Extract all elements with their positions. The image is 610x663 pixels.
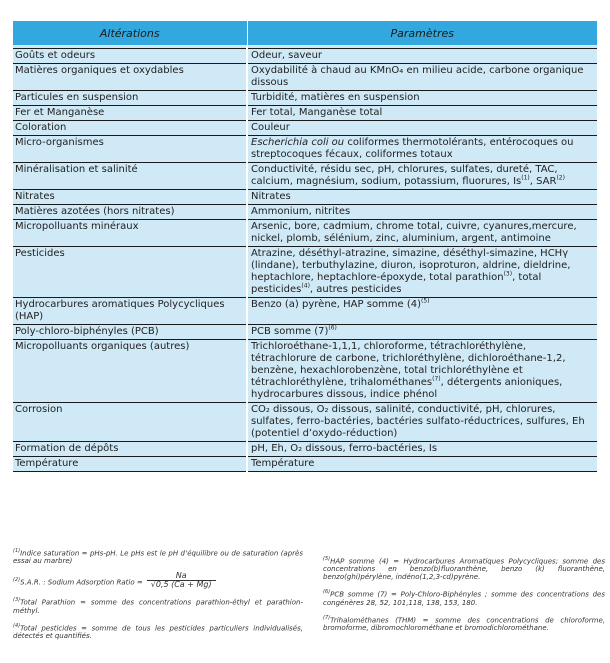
parameter-text: coliformes thermotolérants, entérocoques ou streptocoques fécaux, coliformes totaux: [251, 137, 574, 160]
footnote-ref: (2): [556, 174, 565, 182]
alteration-cell: Température: [13, 457, 247, 472]
sar-denominator: √0,5 (Ca + Mg): [147, 580, 216, 589]
footnote-mark: (1): [13, 548, 21, 554]
alteration-cell: Micropolluants minéraux: [13, 220, 247, 247]
parameter-cell: Turbidité, matières en suspension: [247, 91, 597, 106]
alteration-cell: Matières azotées (hors nitrates): [13, 205, 247, 220]
alteration-cell: Nitrates: [13, 190, 247, 205]
parameter-text: , total pesticides: [251, 272, 542, 295]
parameter-cell: [247, 325, 597, 340]
species-name-italic: Escherichia coli ou: [251, 137, 345, 148]
footnote-ref: (3): [503, 270, 513, 278]
parameter-text: Conductivité, résidu sec, pH, chlorures, sulfates, dureté, TAC, calcium, magnésium, sodium, potassium, fluorures, Is: [251, 164, 558, 187]
parameter-text: Benzo (a) pyrène, HAP somme (4): [251, 299, 422, 310]
footnote-text: S.A.R. : Sodium Adsorption Ratio =: [20, 577, 143, 586]
footnote-mark: (7): [323, 614, 331, 621]
footnote-text: Total Parathion = somme des concentrations parathion-éthyl et parathion-méthyl.: [13, 598, 303, 615]
footnote-3: [13, 596, 303, 614]
footnote-5: [323, 555, 605, 581]
parameter-text: Atrazine, déséthyl-atrazine, simazine, déséthyl-simazine, HCHγ (lindane), terbuthylazine, diuron, isoproturon, aldrine, dieldrine, heptachlore, heptachlore-époxyde, total parathion: [251, 248, 571, 283]
footnote-text: Trihalométhanes (THM) = somme des concentrations de chloroforme, bromoforme, dibromochlorométhane et bromodichlorométhane.: [323, 615, 605, 632]
parameter-cell: Arsenic, bore, cadmium, chrome total, cuivre, cyanures,mercure, nickel, plomb, sélénium, zinc, aluminium, argent, antimoine: [247, 220, 597, 247]
parameter-cell: Nitrates: [247, 190, 597, 205]
alteration-cell: Fer et Manganèse: [13, 106, 247, 121]
footnote-text: PCB somme (7) = Poly-Chloro-Biphényles ; somme des concentrations des congénères 28, 52, 101,118, 138, 153, 180.: [323, 590, 605, 607]
parameter-text: Trichloroéthane-1,1,1, chloroforme, tétrachloréthylène, tétrachlorure de carbone, trichloréthylène, dichloroéthane-1,2, benzène, hexachlorobenzène, total trichloréthylène et tétrachloréthylène, trihalométhanes: [251, 341, 566, 388]
table-row: [13, 106, 597, 121]
alteration-cell: Minéralisation et salinité: [13, 163, 247, 190]
table-row: [13, 442, 597, 457]
alteration-cell: Formation de dépôts: [13, 442, 247, 457]
table-row: [13, 457, 597, 472]
table-row: [13, 403, 597, 442]
footnotes-right-column: [323, 547, 605, 639]
table-row: [13, 340, 597, 403]
footnote-ref: (4): [301, 282, 310, 290]
alteration-cell: Matières organiques et oxydables: [13, 64, 247, 91]
alteration-cell: Goûts et odeurs: [13, 49, 247, 64]
parameter-text: PCB somme (7): [251, 326, 329, 337]
footnote-mark: (3): [13, 597, 21, 604]
footnote-text: HAP somme (4) = Hydrocarbures Aromatiques Polycycliques; somme des concentrations en benzo(b)fluoranthène, benzo (k) fluoranthène, benzo(ghi)pérylène, indéno(1,2,3-cd)pyrène.: [323, 557, 605, 582]
header-parametres: Paramètres: [247, 21, 597, 45]
footnote-6: [323, 588, 605, 606]
table-row: [13, 91, 597, 106]
alteration-cell: Coloration: [13, 121, 247, 136]
footnote-mark: (2): [13, 576, 21, 583]
alteration-cell: Corrosion: [13, 403, 247, 442]
table-row: [13, 190, 597, 205]
table-row: [13, 136, 597, 163]
parameter-cell: Fer total, Manganèse total: [247, 106, 597, 121]
table-row: [13, 121, 597, 136]
footnote-7: [323, 614, 605, 632]
parameter-cell: [247, 247, 597, 298]
parameters-table: [13, 21, 597, 472]
alteration-cell: Micropolluants organiques (autres): [13, 340, 247, 403]
parameter-cell: Odeur, saveur: [247, 49, 597, 64]
table-row: [13, 49, 597, 64]
table-row: [13, 298, 597, 325]
parameter-cell: [247, 340, 597, 403]
footnotes-left-column: [13, 547, 303, 647]
parameter-cell: Température: [247, 457, 597, 472]
table-header-row: [13, 21, 597, 45]
table-row: [13, 163, 597, 190]
footnote-mark: (4): [13, 622, 21, 629]
footnote-1: [13, 547, 303, 565]
footnote-ref: (1): [521, 174, 530, 182]
footnote-text: Indice saturation = pHs-pH. Le pHs est le pH d’équilibre ou de saturation (après essai au marbre): [13, 549, 303, 566]
parameter-cell: CO₂ dissous, O₂ dissous, salinité, conductivité, pH, chlorures, sulfates, ferro-bactéries, bactéries sulfato-réductrices, sulfures, Eh (potentiel d’oxydo-réduction): [247, 403, 597, 442]
parameter-text: , SAR: [529, 176, 557, 187]
table-row: [13, 64, 597, 91]
alteration-cell: Poly-chloro-biphényles (PCB): [13, 325, 247, 340]
parameter-text: , détergents anioniques, hydrocarbures dissous, indice phénol: [251, 377, 563, 400]
parameter-cell: Oxydabilité à chaud au KMnO₄ en milieu acide, carbone organique dissous: [247, 64, 597, 91]
table-row: [13, 247, 597, 298]
parameter-cell: [247, 163, 597, 190]
parameter-cell: [247, 298, 597, 325]
footnote-ref: (6): [328, 324, 337, 332]
alteration-cell: Pesticides: [13, 247, 247, 298]
sar-fraction: [147, 572, 216, 589]
footnote-mark: (5): [323, 556, 331, 562]
footnote-2: [13, 572, 303, 589]
footnote-text: Total pesticides = somme de tous les pesticides particuliers individualisés, détectés et quantifiés.: [13, 623, 303, 640]
table-row: [13, 325, 597, 340]
footnote-mark: (6): [323, 589, 331, 596]
table-row: [13, 220, 597, 247]
alteration-cell: Micro-organismes: [13, 136, 247, 163]
footnote-ref: (5): [421, 297, 430, 305]
parameter-cell: [247, 136, 597, 163]
parameter-cell: Ammonium, nitrites: [247, 205, 597, 220]
sar-numerator: Na: [175, 571, 187, 581]
header-alterations: Altérations: [13, 21, 247, 45]
alteration-cell: Hydrocarbures aromatiques Polycycliques (HAP): [13, 298, 247, 325]
parameter-cell: Couleur: [247, 121, 597, 136]
parameter-cell: pH, Eh, O₂ dissous, ferro-bactéries, Is: [247, 442, 597, 457]
alteration-cell: Particules en suspension: [13, 91, 247, 106]
footnote-ref: (7): [432, 375, 441, 383]
footnote-4: [13, 622, 303, 640]
parameter-text: , autres pesticides: [309, 284, 402, 295]
table-row: [13, 205, 597, 220]
